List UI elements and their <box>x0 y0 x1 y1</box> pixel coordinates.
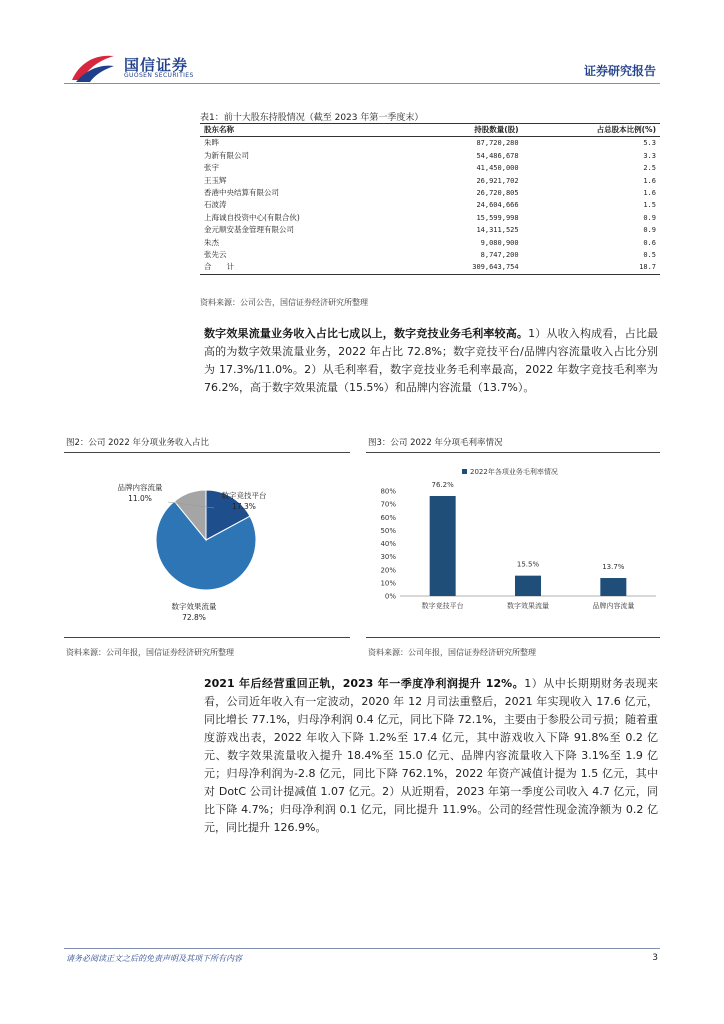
legend-swatch <box>462 469 467 474</box>
holder-name-cell: 朱晔 <box>204 138 219 148</box>
figure2-title: 图2：公司 2022 年分项业务收入占比 <box>66 438 209 448</box>
table-row <box>200 199 660 211</box>
paragraph-lead: 数字效果流量业务收入占比七成以上，数字竞技业务毛利率较高。 <box>204 327 529 340</box>
y-tick-label: 20% <box>380 566 396 575</box>
shares-cell: 87,720,280 <box>476 139 519 148</box>
header-divider <box>64 83 660 84</box>
paragraph-financials <box>204 675 658 837</box>
ratio-cell: 5.3 <box>643 139 656 148</box>
x-category-label: 数字竞技平台 <box>421 602 464 610</box>
disclaimer-link[interactable]: 请务必阅读正文之后的免责声明及其项下所有内容 <box>66 954 242 963</box>
column-header-shares: 持股数量(股) <box>474 125 519 134</box>
x-category-label: 数字效果流量 <box>507 602 549 610</box>
ratio-cell: 18.7 <box>639 263 656 272</box>
ratio-cell: 1.5 <box>643 201 656 210</box>
ratio-cell: 0.9 <box>643 213 656 222</box>
holder-name-cell: 石波涛 <box>204 200 227 210</box>
pie-label-performance: 数字效果流量 <box>171 602 217 611</box>
shares-cell: 8,747,200 <box>480 251 519 260</box>
figure2-source-note: 资料来源：公司年报，国信证券经济研究所整理 <box>66 648 234 657</box>
holder-name-cell: 朱杰 <box>204 237 219 247</box>
ratio-cell: 0.6 <box>643 238 656 247</box>
y-tick-label: 0% <box>384 592 396 601</box>
y-tick-label: 80% <box>380 487 396 496</box>
ratio-cell: 0.5 <box>643 251 656 260</box>
shares-cell: 26,921,702 <box>476 176 519 185</box>
figure2-bottom-rule <box>64 637 350 638</box>
guosen-logo-icon <box>70 52 116 84</box>
table-row <box>200 175 660 187</box>
holder-name-cell: 为新有限公司 <box>204 150 249 160</box>
ratio-cell: 2.5 <box>643 164 656 173</box>
bar-performance <box>515 576 541 596</box>
margin-bar-chart <box>366 455 660 625</box>
holder-name-cell: 张先云 <box>204 250 227 260</box>
bar-value-label: 76.2% <box>431 480 454 489</box>
holder-name-cell: 香港中央结算有限公司 <box>204 188 279 198</box>
y-tick-label: 60% <box>380 513 396 522</box>
table-row <box>200 237 660 249</box>
holder-name-cell: 王玉辉 <box>204 175 227 185</box>
ratio-cell: 3.3 <box>643 151 656 160</box>
shareholders-table <box>200 123 660 275</box>
y-tick-label: 40% <box>380 540 396 548</box>
figure2-top-rule <box>64 452 350 453</box>
shares-cell: 15,599,998 <box>476 213 519 222</box>
shares-cell: 9,080,900 <box>480 238 519 247</box>
table-row <box>200 137 660 150</box>
pie-label-esports: 数字竞技平台 <box>221 491 267 500</box>
pie-value-performance: 72.8% <box>182 613 206 622</box>
ratio-cell: 1.6 <box>643 189 656 198</box>
revenue-share-pie-chart <box>64 455 350 633</box>
pie-value-esports: 17.3% <box>232 502 256 511</box>
shares-cell: 54,486,678 <box>476 151 519 160</box>
y-tick-label: 10% <box>380 579 396 588</box>
bar-brand <box>600 578 626 596</box>
holder-name-cell: 金元顺安基金管理有限公司 <box>204 225 294 235</box>
table-title: 表1：前十大股东持股情况（截至 2023 年第一季度末） <box>200 113 424 123</box>
logo-text-cn: 国信证券 <box>124 56 189 74</box>
bar-esports <box>430 496 456 596</box>
shares-cell: 309,643,754 <box>472 263 519 272</box>
ratio-cell: 1.6 <box>643 176 656 185</box>
shares-cell: 26,720,805 <box>476 189 519 198</box>
paragraph-body: 1）从中长期期财务表现来看，公司近年收入有一定波动，2020 年 12 月司法重整后，2021 年实现收入 17.6 亿元，同比增长 77.1%，归母净利润 0.4 亿元，同比下降 72.1%，主要由于参股公司亏损；随着重度游戏出表，2022 年收入下降 1.2%至 17.4 亿元，其中游戏收入下降 91.8%至 0.2 亿元、数字效果流量收入提升 18.4%至 15.0 亿元、品牌内容流量收入下降 3.1%至 1.9 亿元；归母净利润为-2.8 亿元，同比下降 762.1%，2022 年资产减值计提为 1.5 亿元，其中对 DotC 公司计提减值 1.07 亿元。2）从近期看，2023 年第一季度公司收入 4.7 亿元，同比下降 4.7%；归母净利润 0.1 亿元，同比提升 11.9%。公司的经营性现金流净额为 0.2 亿元，同比提升 126.9%。 <box>204 677 659 834</box>
figure3-source-note: 资料来源：公司年报，国信证券经济研究所整理 <box>368 648 536 657</box>
table-row <box>200 187 660 199</box>
paragraph-revenue-mix <box>204 325 658 397</box>
bar-value-label: 15.5% <box>516 560 540 569</box>
pie-label-brand: 品牌内容流量 <box>117 483 163 492</box>
column-header-holder: 股东名称 <box>204 125 234 134</box>
paragraph-body: 1）从收入构成看，占比最高的为数字效果流量业务，2022 年占比 72.8%；数字竞技平台/品牌内容流量收入占比分别为 17.3%/11.0%。2）从毛利率看，数字竞技业务毛利率最高，2022 年数字竞技毛利率为 76.2%，高于数字效果流量（15.5%）和品牌内容流量（13.7%）。 <box>204 327 659 394</box>
figure3-title: 图3：公司 2022 年分项毛利率情况 <box>368 438 503 448</box>
table-row <box>200 212 660 224</box>
paragraph-lead: 2021 年后经营重回正轨，2023 年一季度净利润提升 12%。 <box>204 677 525 690</box>
x-category-label: 品牌内容流量 <box>592 602 635 610</box>
footer-divider <box>64 948 660 949</box>
y-tick-label: 70% <box>380 500 396 509</box>
holder-name-cell: 合 计 <box>204 262 234 272</box>
y-tick-label: 30% <box>380 553 396 562</box>
ratio-cell: 0.9 <box>643 226 656 235</box>
table-source-note: 资料来源：公司公告，国信证券经济研究所整理 <box>200 298 368 307</box>
report-type-label: 证券研究报告 <box>583 64 656 78</box>
table-row <box>200 162 660 174</box>
figure3-top-rule <box>366 452 660 453</box>
table-row <box>200 150 660 162</box>
holder-name-cell: 张宇 <box>204 163 219 173</box>
bar-value-label: 13.7% <box>602 563 625 572</box>
table-row <box>200 249 660 261</box>
figure3-bottom-rule <box>366 637 660 638</box>
bar-legend-text: 2022年各项业务毛利率情况 <box>470 468 558 476</box>
holder-name-cell: 上海诚自投资中心(有限合伙) <box>204 212 300 222</box>
pie-value-brand: 11.0% <box>128 494 152 503</box>
page-number: 3 <box>652 953 658 963</box>
logo-text-en: GUOSEN SECURITIES <box>124 72 194 79</box>
y-tick-label: 50% <box>380 526 396 535</box>
shares-cell: 41,450,000 <box>476 164 519 173</box>
table-row <box>200 224 660 236</box>
shares-cell: 24,604,666 <box>476 201 519 210</box>
table-total-row <box>200 261 660 274</box>
table-header-row <box>200 124 660 137</box>
column-header-ratio: 占总股本比例(%) <box>596 125 656 134</box>
shares-cell: 14,311,525 <box>476 226 519 235</box>
